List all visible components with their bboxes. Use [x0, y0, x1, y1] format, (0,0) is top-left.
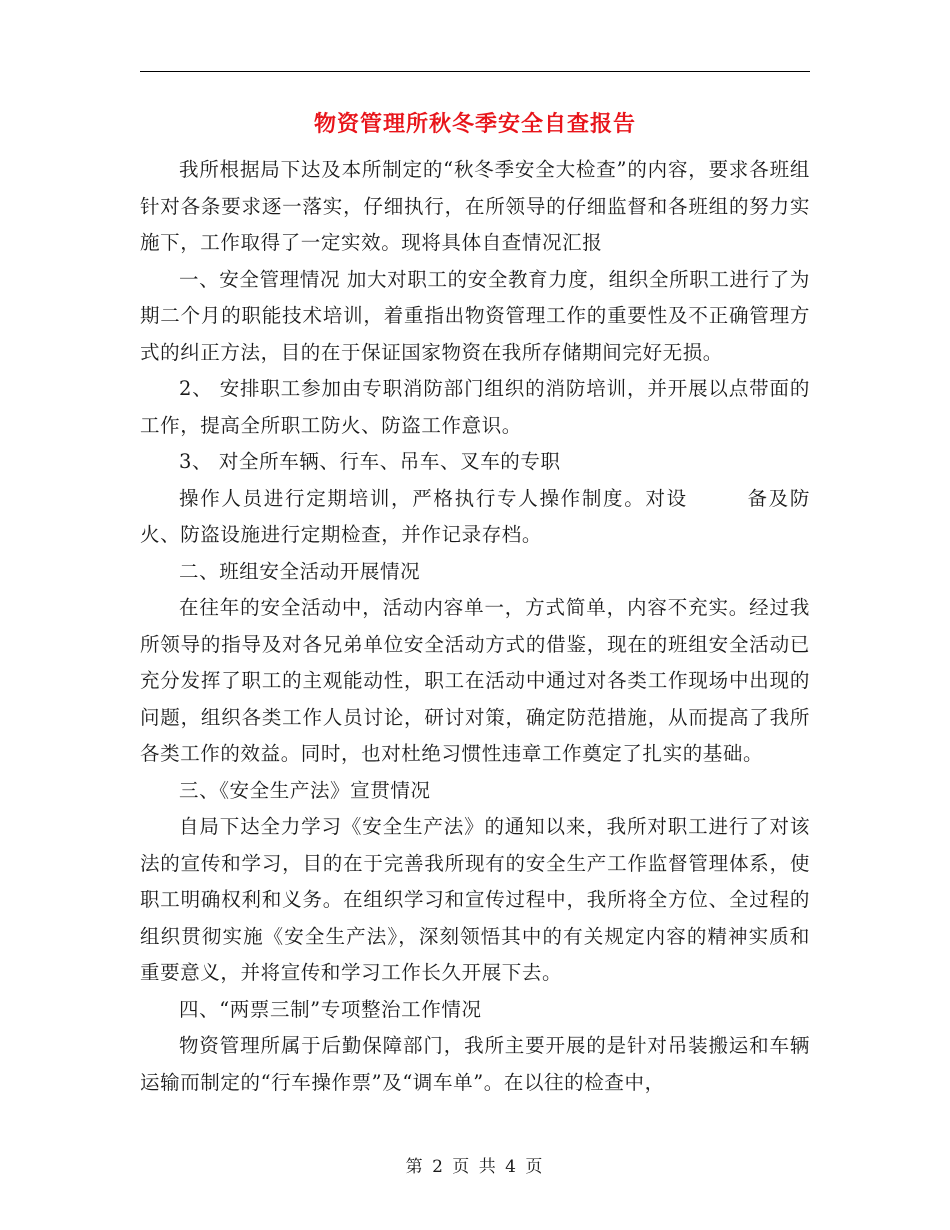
paragraph-section-2: 在往年的安全活动中，活动内容单一，方式简单，内容不充实。经过我所领导的指导及对各兄弟单位安全活动方式的借鉴，现在的班组安全活动已充分发挥了职工的主观能动性，职工在活动中通过对各类工作现场中出现的问题，组织各类工作人员讨论，研讨对策，确定防范措施，从而提高了我所各类工作的效益。同时，也对杜绝习惯性违章工作奠定了扎实的基础。 — [140, 596, 810, 765]
paragraph-section-1: 一、安全管理情况 加大对职工的安全教育力度，组织全所职工进行了为期二个月的职能技术培训，着重指出物资管理工作的重要性及不正确管理方式的纠正方法，目的在于保证国家物资在我所存储期间完好无损。 — [140, 267, 810, 364]
document-body — [140, 152, 810, 1101]
paragraph-item-3: 3、 对全所车辆、行车、吊车、叉车的专职 — [179, 450, 561, 473]
paragraph-intro: 我所根据局下达及本所制定的“秋冬季安全大检查”的内容，要求各班组针对各条要求逐一落实，仔细执行，在所领导的仔细监督和各班组的努力实施下，工作取得了一定实效。现将具体自查情况汇报 — [140, 158, 810, 254]
paragraph-item-3-continued — [140, 481, 810, 554]
header-rule — [140, 71, 810, 72]
paragraph-section-3: 自局下达全力学习《安全生产法》的通知以来，我所对职工进行了对该法的宣传和学习，目的在于完善我所现有的安全生产工作监督管理体系，使职工明确权利和义务。在组织学习和宣传过程中，我所将全方位、全过程的组织贯彻实施《安全生产法》，深刻领悟其中的有关规定内容的精神实质和重要意义，并将宣传和学习工作长久开展下去。 — [140, 815, 810, 984]
document-title: 物资管理所秋冬季安全自查报告 — [313, 111, 636, 137]
heading-section-2: 二、班组安全活动开展情况 — [179, 559, 421, 583]
paragraph-section-4: 物资管理所属于后勤保障部门，我所主要开展的是针对吊装搬运和车辆运输而制定的“行车操作票”及“调车单”。在以往的检查中， — [140, 1034, 810, 1094]
page-footer: 第 2 页 共 4 页 — [405, 1157, 545, 1177]
paragraph-item-3-continued-part-b: 备及防火、防盗设施进行定期检查，并作记录存档。 — [140, 486, 810, 546]
paragraph-item-3-continued-part-a: 操作人员进行定期培训，严格执行专人操作制度。对设 — [179, 486, 688, 510]
heading-section-3: 三、《安全生产法》宣贯情况 — [179, 778, 431, 802]
paragraph-item-2: 2、 安排职工参加由专职消防部门组织的消防培训，并开展以点带面的工作，提高全所职工防火、防盗工作意识。 — [140, 377, 810, 437]
heading-section-4: 四、“两票三制”专项整治工作情况 — [179, 997, 482, 1021]
